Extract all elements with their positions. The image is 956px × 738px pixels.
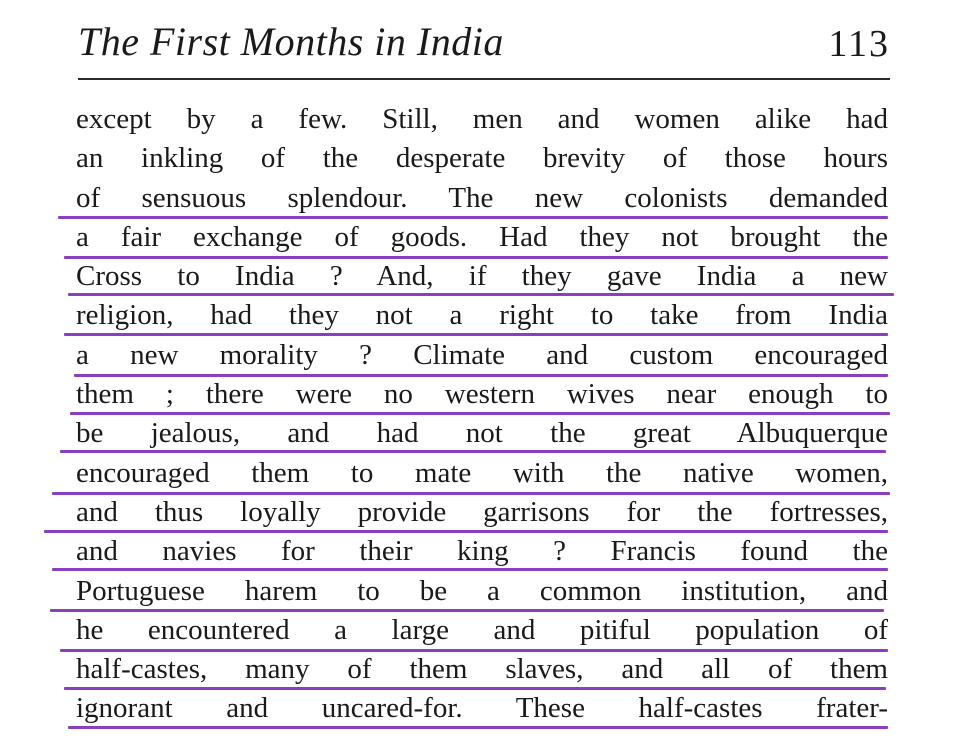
underline-mark	[74, 374, 888, 377]
underline-mark	[50, 609, 884, 612]
text-line: of sensuous splendour. The new colonists demanded	[76, 181, 888, 214]
underline-mark	[64, 333, 888, 336]
text-line: religion, had they not a right to take from India	[76, 299, 888, 332]
page-number: 113	[828, 23, 890, 65]
header-rule	[78, 78, 890, 80]
text-line: except by a few. Still, men and women alike had	[76, 103, 888, 135]
text-line: a new morality ? Climate and custom encouraged	[76, 338, 888, 371]
text-line: and navies for their king ? Francis found the	[76, 535, 888, 568]
underline-mark	[52, 492, 890, 495]
text-line: Portuguese harem to be a common institution, and	[76, 574, 888, 607]
underline-mark	[58, 216, 888, 219]
text-line: and thus loyally provide garrisons for the fortresses,	[76, 495, 888, 528]
underline-mark	[68, 726, 888, 729]
underline-mark	[64, 256, 888, 259]
underline-mark	[52, 568, 888, 571]
text-line: be jealous, and had not the great Albuquerque	[76, 417, 888, 450]
text-line: ignorant and uncared-for. These half-castes frater-	[76, 692, 888, 725]
underline-mark	[60, 649, 888, 652]
underline-mark	[68, 293, 894, 296]
text-line: them ; there were no western wives near enough to	[76, 378, 888, 411]
running-head	[78, 14, 890, 74]
text-line: an inkling of the desperate brevity of those hours	[76, 142, 888, 175]
underline-mark	[64, 687, 886, 690]
underline-mark	[44, 530, 888, 533]
text-line: he encountered a large and pitiful population of	[76, 613, 888, 646]
text-line: encouraged them to mate with the native women,	[76, 456, 888, 489]
text-line: a fair exchange of goods. Had they not brought the	[76, 220, 888, 253]
running-title: The First Months in India	[78, 19, 504, 64]
underline-mark	[70, 412, 890, 415]
text-line: Cross to India ? And, if they gave India a new	[76, 260, 888, 293]
underline-mark	[60, 450, 886, 453]
text-line: half-castes, many of them slaves, and all of them	[76, 653, 888, 686]
